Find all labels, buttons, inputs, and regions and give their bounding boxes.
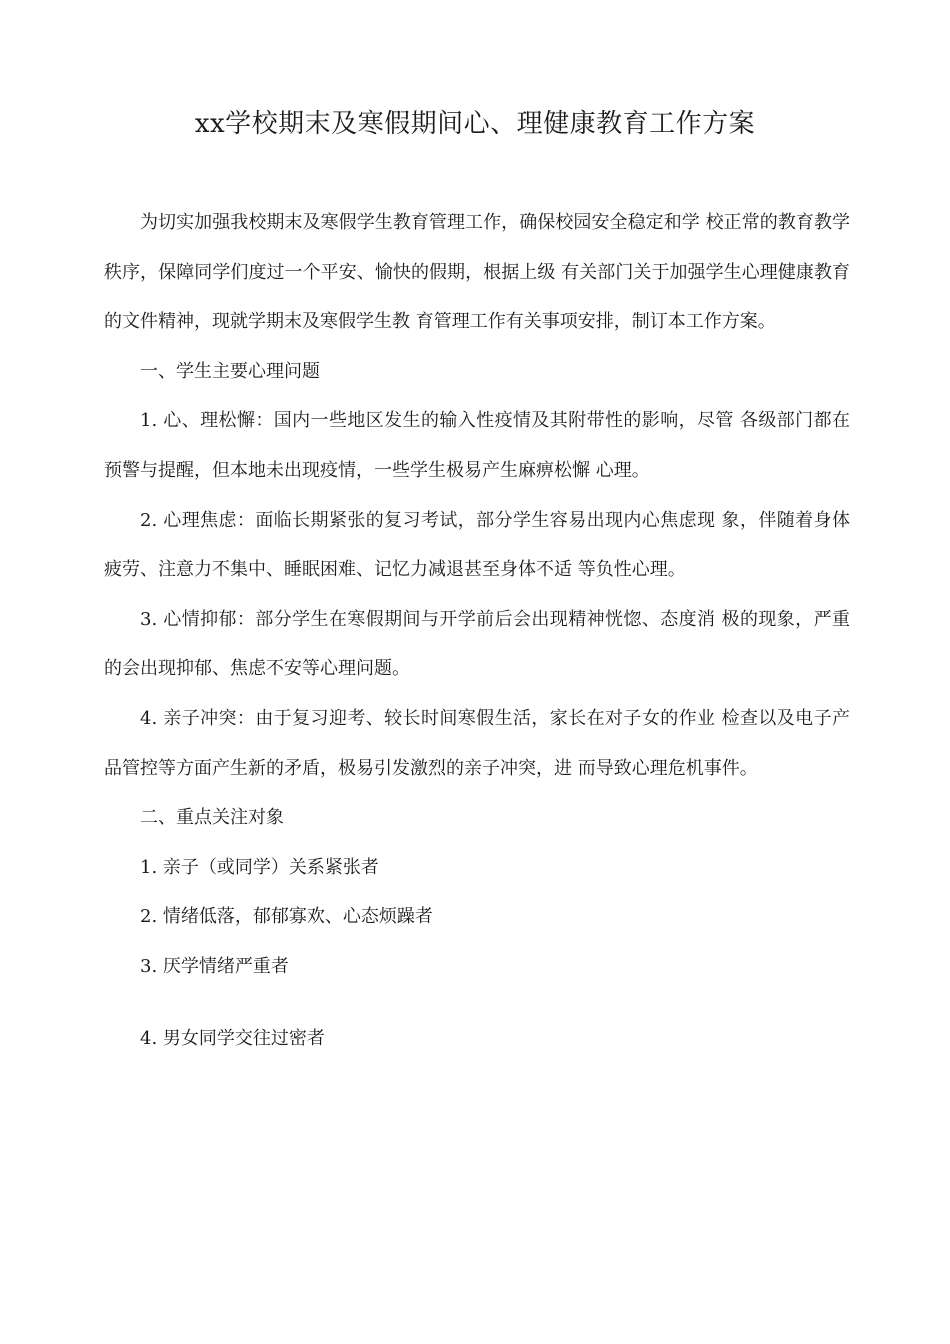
section-heading-2: 二、重点关注对象 [140, 807, 284, 829]
intro-paragraph: 为切实加强我校期末及寒假学生教育管理工作，确保校园安全稳定和学 校正常的教育教学秩序，保障同学们度过一个平安、愉快的假期，根据上级 有关部门关于加强学生心理健康教育的文件精神，现就学期末及寒假学生教 育管理工作有关事项安排，制订本工作方案。 [104, 212, 850, 333]
section-heading-1: 一、学生主要心理问题 [140, 360, 320, 382]
list-item: 2. 心理焦虑：面临长期紧张的复习考试，部分学生容易出现内心焦虑现 象，伴随着身体疲劳、注意力不集中、睡眠困难、记忆力减退甚至身体不适 等负性心理。 [104, 509, 850, 581]
list-item: 4. 男女同学交往过密者 [140, 1027, 325, 1049]
list-item: 4. 亲子冲突：由于复习迎考、较长时间寒假生活，家长在对子女的作业 检查以及电子产品管控等方面产生新的矛盾，极易引发激烈的亲子冲突，进 而导致心理危机事件。 [104, 707, 850, 779]
document-body [104, 198, 850, 1063]
list-item: 3. 心情抑郁：部分学生在寒假期间与开学前后会出现精神恍惚、态度消 极的现象，严重的会出现抑郁、焦虑不安等心理问题。 [104, 608, 850, 680]
list-item: 1. 亲子（或同学）关系紧张者 [140, 856, 379, 878]
document-title: xx学校期末及寒假期间心、理健康教育工作方案 [194, 109, 756, 139]
list-item: 2. 情绪低落，郁郁寡欢、心态烦躁者 [140, 906, 433, 928]
list-item: 3. 厌学情绪严重者 [140, 955, 289, 977]
list-item: 1. 心、理松懈：国内一些地区发生的输入性疫情及其附带性的影响，尽管 各级部门都在预警与提醒，但本地未出现疫情，一些学生极易产生麻痹松懈 心理。 [104, 410, 850, 481]
